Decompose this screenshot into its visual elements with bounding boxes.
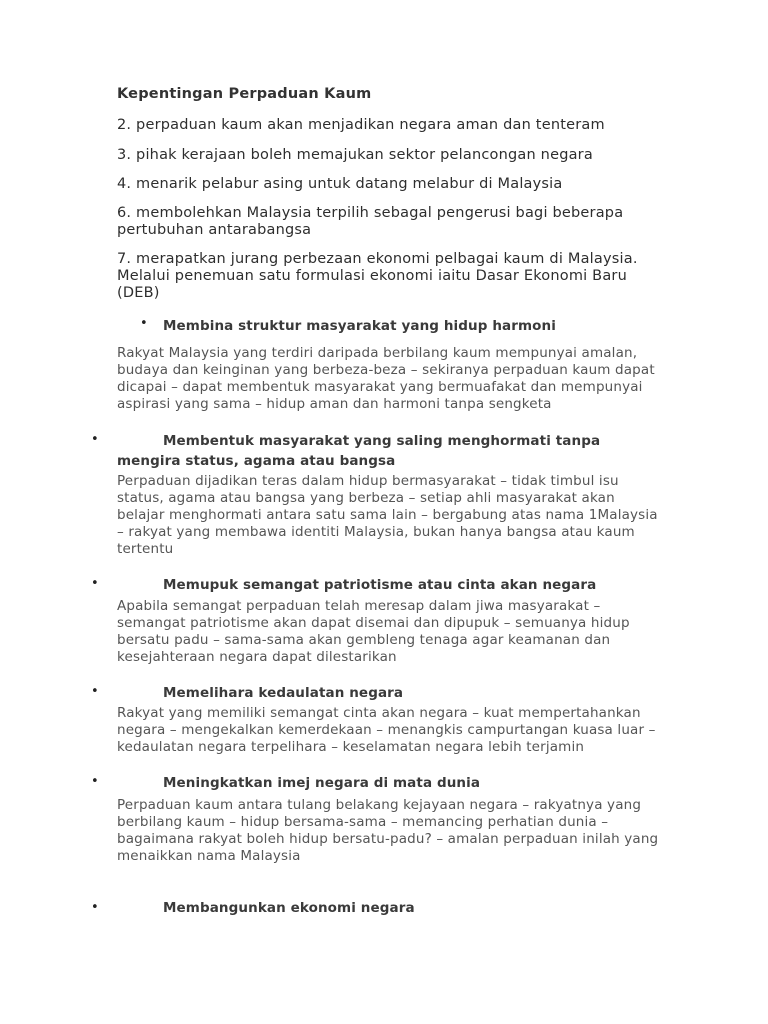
- section-title-kedaulatan: Memelihara kedaulatan negara: [163, 685, 404, 701]
- bullet-icon: •: [140, 316, 148, 331]
- numbered-point-6: 6. membolehkan Malaysia terpilih sebagal pengerusi bagi beberapa pertubuhan antarabangsa: [117, 205, 624, 238]
- section-text-kedaulatan: Rakyat yang memiliki semangat cinta akan negara – kuat mempertahankan negara – mengekalkan kemerdekaan – menangkis campurtangan kuasa luar – kedaulatan negara terpelihara – keselamatan negara lebih terjamin: [117, 705, 656, 755]
- bullet-icon: •: [91, 774, 99, 789]
- bullet-icon: •: [91, 684, 99, 699]
- numbered-point-2: 2. perpaduan kaum akan menjadikan negara aman dan tenteram: [117, 117, 605, 133]
- section-title-ekonomi: Membangunkan ekonomi negara: [163, 900, 415, 916]
- bullet-icon: •: [91, 432, 99, 447]
- section-title-menghormati: Membentuk masyarakat yang saling menghormati tanpa mengira status, agama atau bangsa: [117, 433, 601, 469]
- numbered-point-3: 3. pihak kerajaan boleh memajukan sektor pelancongan negara: [117, 147, 593, 163]
- section-title-patriotisme: Memupuk semangat patriotisme atau cinta akan negara: [163, 577, 597, 593]
- bullet-icon: •: [91, 900, 99, 915]
- page-heading: Kepentingan Perpaduan Kaum: [117, 86, 372, 102]
- section-title-imej: Meningkatkan imej negara di mata dunia: [163, 775, 481, 791]
- section-title-harmoni: Membina struktur masyarakat yang hidup harmoni: [163, 318, 556, 334]
- bullet-icon: •: [91, 576, 99, 591]
- section-text-patriotisme: Apabila semangat perpaduan telah meresap dalam jiwa masyarakat – semangat patriotisme akan dapat disemai dan dipupuk – semuanya hidup bersatu padu – sama-sama akan gembleng tenaga agar keamanan dan kesejahteraan negara dapat dilestarikan: [117, 598, 630, 665]
- section-text-harmoni: Rakyat Malaysia yang terdiri daripada berbilang kaum mempunyai amalan, budaya dan keinginan yang berbeza-beza – sekiranya perpaduan kaum dapat dicapai – dapat membentuk masyarakat yang bermuafakat dan mempunyai aspirasi yang sama – hidup aman dan harmoni tanpa sengketa: [117, 345, 655, 412]
- section-text-imej: Perpaduan kaum antara tulang belakang kejayaan negara – rakyatnya yang berbilang kaum – hidup bersama-sama – memancing perhatian dunia – bagaimana rakyat boleh hidup bersatu-padu? – amalan perpaduan inilah yang menaikkan nama Malaysia: [117, 797, 659, 864]
- numbered-point-4: 4. menarik pelabur asing untuk datang melabur di Malaysia: [117, 176, 563, 192]
- section-text-menghormati: Perpaduan dijadikan teras dalam hidup bermasyarakat – tidak timbul isu status, agama atau bangsa yang berbeza – setiap ahli masyarakat akan belajar menghormati antara satu sama lain – bergabung atas nama 1Malaysia – rakyat yang membawa identiti Malaysia, bukan hanya bangsa atau kaum tertentu: [117, 473, 658, 557]
- numbered-point-7: 7. merapatkan jurang perbezaan ekonomi pelbagai kaum di Malaysia. Melalui penemuan satu formulasi ekonomi iaitu Dasar Ekonomi Baru (DEB): [117, 251, 638, 301]
